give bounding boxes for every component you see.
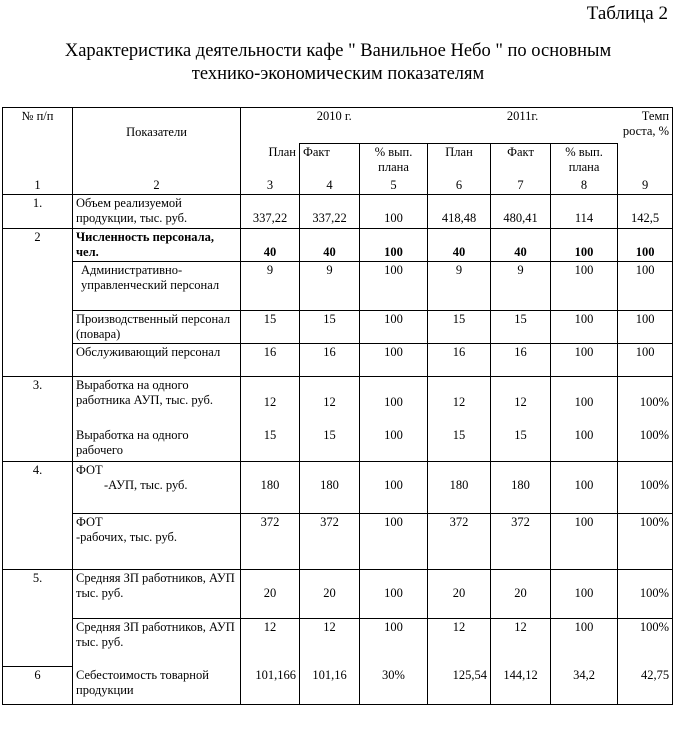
value-cell: 16 bbox=[428, 344, 491, 377]
header-row-sub bbox=[3, 144, 673, 177]
col-num-2: 2 bbox=[73, 177, 241, 195]
value-cell: 40 bbox=[428, 229, 491, 262]
table-title bbox=[0, 40, 676, 86]
col-num-6: 6 bbox=[428, 177, 491, 195]
col-num-8: 8 bbox=[551, 177, 618, 195]
col-num-1: 1 bbox=[3, 177, 73, 195]
table-row bbox=[3, 229, 673, 262]
value-cell: 142,5 bbox=[618, 195, 673, 229]
table-row bbox=[3, 427, 673, 462]
value-cell: 144,12 bbox=[491, 667, 551, 705]
row-num: 1. bbox=[3, 195, 73, 229]
row-label: Производственный персонал (повара) bbox=[73, 311, 241, 344]
value-cell: 12 bbox=[491, 619, 551, 667]
table-row bbox=[3, 377, 673, 427]
header-num: № п/п bbox=[3, 108, 73, 144]
value-cell: 100% bbox=[618, 514, 673, 570]
value-cell: 480,41 bbox=[491, 195, 551, 229]
value-cell: 100 bbox=[360, 462, 428, 514]
value-cell: 100 bbox=[551, 344, 618, 377]
row-label: Средняя ЗП работников, АУП тыс. руб. bbox=[73, 619, 241, 667]
header-pct-2011: % вып. плана bbox=[551, 144, 618, 177]
value-cell: 100 bbox=[360, 311, 428, 344]
value-cell: 372 bbox=[241, 514, 300, 570]
value-cell: 100 bbox=[551, 427, 618, 462]
value-cell: 180 bbox=[300, 462, 360, 514]
value-cell: 100 bbox=[551, 229, 618, 262]
table-row bbox=[3, 462, 673, 514]
value-cell: 100 bbox=[551, 462, 618, 514]
value-cell: 100 bbox=[551, 311, 618, 344]
row-label: Численность персонала, чел. bbox=[73, 229, 241, 262]
table-row bbox=[3, 667, 673, 705]
table-row bbox=[3, 195, 673, 229]
value-cell: 418,48 bbox=[428, 195, 491, 229]
row-label: Средняя ЗП работников, АУП тыс. руб. bbox=[73, 570, 241, 619]
value-cell: 372 bbox=[491, 514, 551, 570]
value-cell: 15 bbox=[300, 311, 360, 344]
row-label-line2: -рабочих, тыс. руб. bbox=[76, 530, 178, 544]
value-cell: 101,166 bbox=[241, 667, 300, 705]
value-cell: 16 bbox=[491, 344, 551, 377]
value-cell: 15 bbox=[491, 427, 551, 462]
value-cell: 9 bbox=[241, 262, 300, 311]
value-cell: 100 bbox=[360, 195, 428, 229]
value-cell: 15 bbox=[300, 427, 360, 462]
col-num-7: 7 bbox=[491, 177, 551, 195]
value-cell: 40 bbox=[241, 229, 300, 262]
table-row bbox=[3, 311, 673, 344]
value-cell: 40 bbox=[491, 229, 551, 262]
row-label bbox=[73, 514, 241, 570]
table-row bbox=[3, 344, 673, 377]
row-label: Административно-управленческий персонал bbox=[73, 262, 241, 311]
value-cell: 9 bbox=[428, 262, 491, 311]
row-label: Себестоимость товарной продукции bbox=[73, 667, 241, 705]
value-cell: 100% bbox=[618, 570, 673, 619]
value-cell: 100 bbox=[551, 570, 618, 619]
table-row bbox=[3, 514, 673, 570]
row-label: Обслуживающий персонал bbox=[73, 344, 241, 377]
row-num: 2 bbox=[3, 229, 73, 377]
title-line-2: технико-экономическим показателям bbox=[191, 64, 485, 84]
value-cell: 337,22 bbox=[300, 195, 360, 229]
value-cell: 40 bbox=[300, 229, 360, 262]
value-cell: 16 bbox=[241, 344, 300, 377]
row-label: Выработка на одного рабочего bbox=[73, 427, 241, 462]
value-cell: 9 bbox=[300, 262, 360, 311]
value-cell: 100% bbox=[618, 377, 673, 427]
value-cell: 15 bbox=[428, 427, 491, 462]
table-row bbox=[3, 619, 673, 667]
value-cell: 100 bbox=[360, 619, 428, 667]
value-cell: 100 bbox=[360, 514, 428, 570]
header-blank-1 bbox=[3, 144, 73, 177]
value-cell: 12 bbox=[428, 377, 491, 427]
value-cell: 100 bbox=[360, 344, 428, 377]
header-growth: Темп роста, % bbox=[618, 108, 673, 177]
value-cell: 125,54 bbox=[428, 667, 491, 705]
value-cell: 180 bbox=[428, 462, 491, 514]
title-line-1: Характеристика деятельности кафе " Ванильное Небо " по основным bbox=[64, 41, 612, 61]
value-cell: 180 bbox=[491, 462, 551, 514]
value-cell: 100% bbox=[618, 619, 673, 667]
col-num-9: 9 bbox=[618, 177, 673, 195]
value-cell: 15 bbox=[241, 311, 300, 344]
value-cell: 20 bbox=[241, 570, 300, 619]
value-cell: 100 bbox=[360, 377, 428, 427]
value-cell: 100 bbox=[360, 570, 428, 619]
value-cell: 20 bbox=[428, 570, 491, 619]
value-cell: 12 bbox=[300, 377, 360, 427]
value-cell: 100 bbox=[360, 427, 428, 462]
value-cell: 372 bbox=[428, 514, 491, 570]
header-fact-2011: Факт bbox=[491, 144, 551, 177]
row-label bbox=[73, 462, 241, 514]
row-label-line2: -АУП, тыс. руб. bbox=[104, 478, 188, 492]
value-cell: 372 bbox=[300, 514, 360, 570]
column-numbers-row bbox=[3, 177, 673, 195]
value-cell: 100 bbox=[551, 377, 618, 427]
value-cell: 20 bbox=[300, 570, 360, 619]
value-cell: 16 bbox=[300, 344, 360, 377]
value-cell: 12 bbox=[491, 377, 551, 427]
header-indicators: Показатели bbox=[73, 108, 241, 144]
header-fact-2010: Факт bbox=[300, 144, 360, 177]
value-cell: 30% bbox=[360, 667, 428, 705]
value-cell: 100 bbox=[618, 262, 673, 311]
row-label-line1: ФОТ bbox=[76, 463, 103, 477]
value-cell: 15 bbox=[491, 311, 551, 344]
value-cell: 15 bbox=[241, 427, 300, 462]
header-row-years bbox=[3, 108, 673, 144]
value-cell: 114 bbox=[551, 195, 618, 229]
header-pct-2010: % вып. плана bbox=[360, 144, 428, 177]
value-cell: 34,2 bbox=[551, 667, 618, 705]
value-cell: 100 bbox=[551, 514, 618, 570]
value-cell: 100 bbox=[551, 262, 618, 311]
col-num-5: 5 bbox=[360, 177, 428, 195]
value-cell: 337,22 bbox=[241, 195, 300, 229]
col-num-3: 3 bbox=[241, 177, 300, 195]
value-cell: 100 bbox=[618, 311, 673, 344]
value-cell: 42,75 bbox=[618, 667, 673, 705]
value-cell: 15 bbox=[428, 311, 491, 344]
indicators-table bbox=[2, 107, 673, 705]
header-2010: 2010 г. bbox=[241, 108, 428, 144]
row-label: Объем реализуемой продукции, тыс. руб. bbox=[73, 195, 241, 229]
table-row bbox=[3, 570, 673, 619]
value-cell: 12 bbox=[241, 619, 300, 667]
value-cell: 100 bbox=[360, 262, 428, 311]
value-cell: 9 bbox=[491, 262, 551, 311]
header-plan-2011: План bbox=[428, 144, 491, 177]
value-cell: 12 bbox=[428, 619, 491, 667]
row-num: 5. bbox=[3, 570, 73, 667]
row-num: 3. bbox=[3, 377, 73, 427]
value-cell: 20 bbox=[491, 570, 551, 619]
value-cell: 100 bbox=[618, 229, 673, 262]
value-cell: 180 bbox=[241, 462, 300, 514]
col-num-4: 4 bbox=[300, 177, 360, 195]
row-label: Выработка на одного работника АУП, тыс. руб. bbox=[73, 377, 241, 427]
table-label: Таблица 2 bbox=[586, 3, 668, 24]
header-2011: 2011г. bbox=[428, 108, 618, 144]
header-plan-2010: План bbox=[241, 144, 300, 177]
value-cell: 100 bbox=[618, 344, 673, 377]
row-num: 4. bbox=[3, 462, 73, 570]
table-row bbox=[3, 262, 673, 311]
value-cell: 100% bbox=[618, 427, 673, 462]
value-cell: 100 bbox=[551, 619, 618, 667]
value-cell: 12 bbox=[300, 619, 360, 667]
row-label-line1: ФОТ bbox=[76, 515, 103, 529]
value-cell: 100 bbox=[360, 229, 428, 262]
row-num-blank bbox=[3, 427, 73, 462]
row-num: 6 bbox=[3, 667, 73, 705]
value-cell: 12 bbox=[241, 377, 300, 427]
value-cell: 100% bbox=[618, 462, 673, 514]
header-blank-2 bbox=[73, 144, 241, 177]
value-cell: 101,16 bbox=[300, 667, 360, 705]
